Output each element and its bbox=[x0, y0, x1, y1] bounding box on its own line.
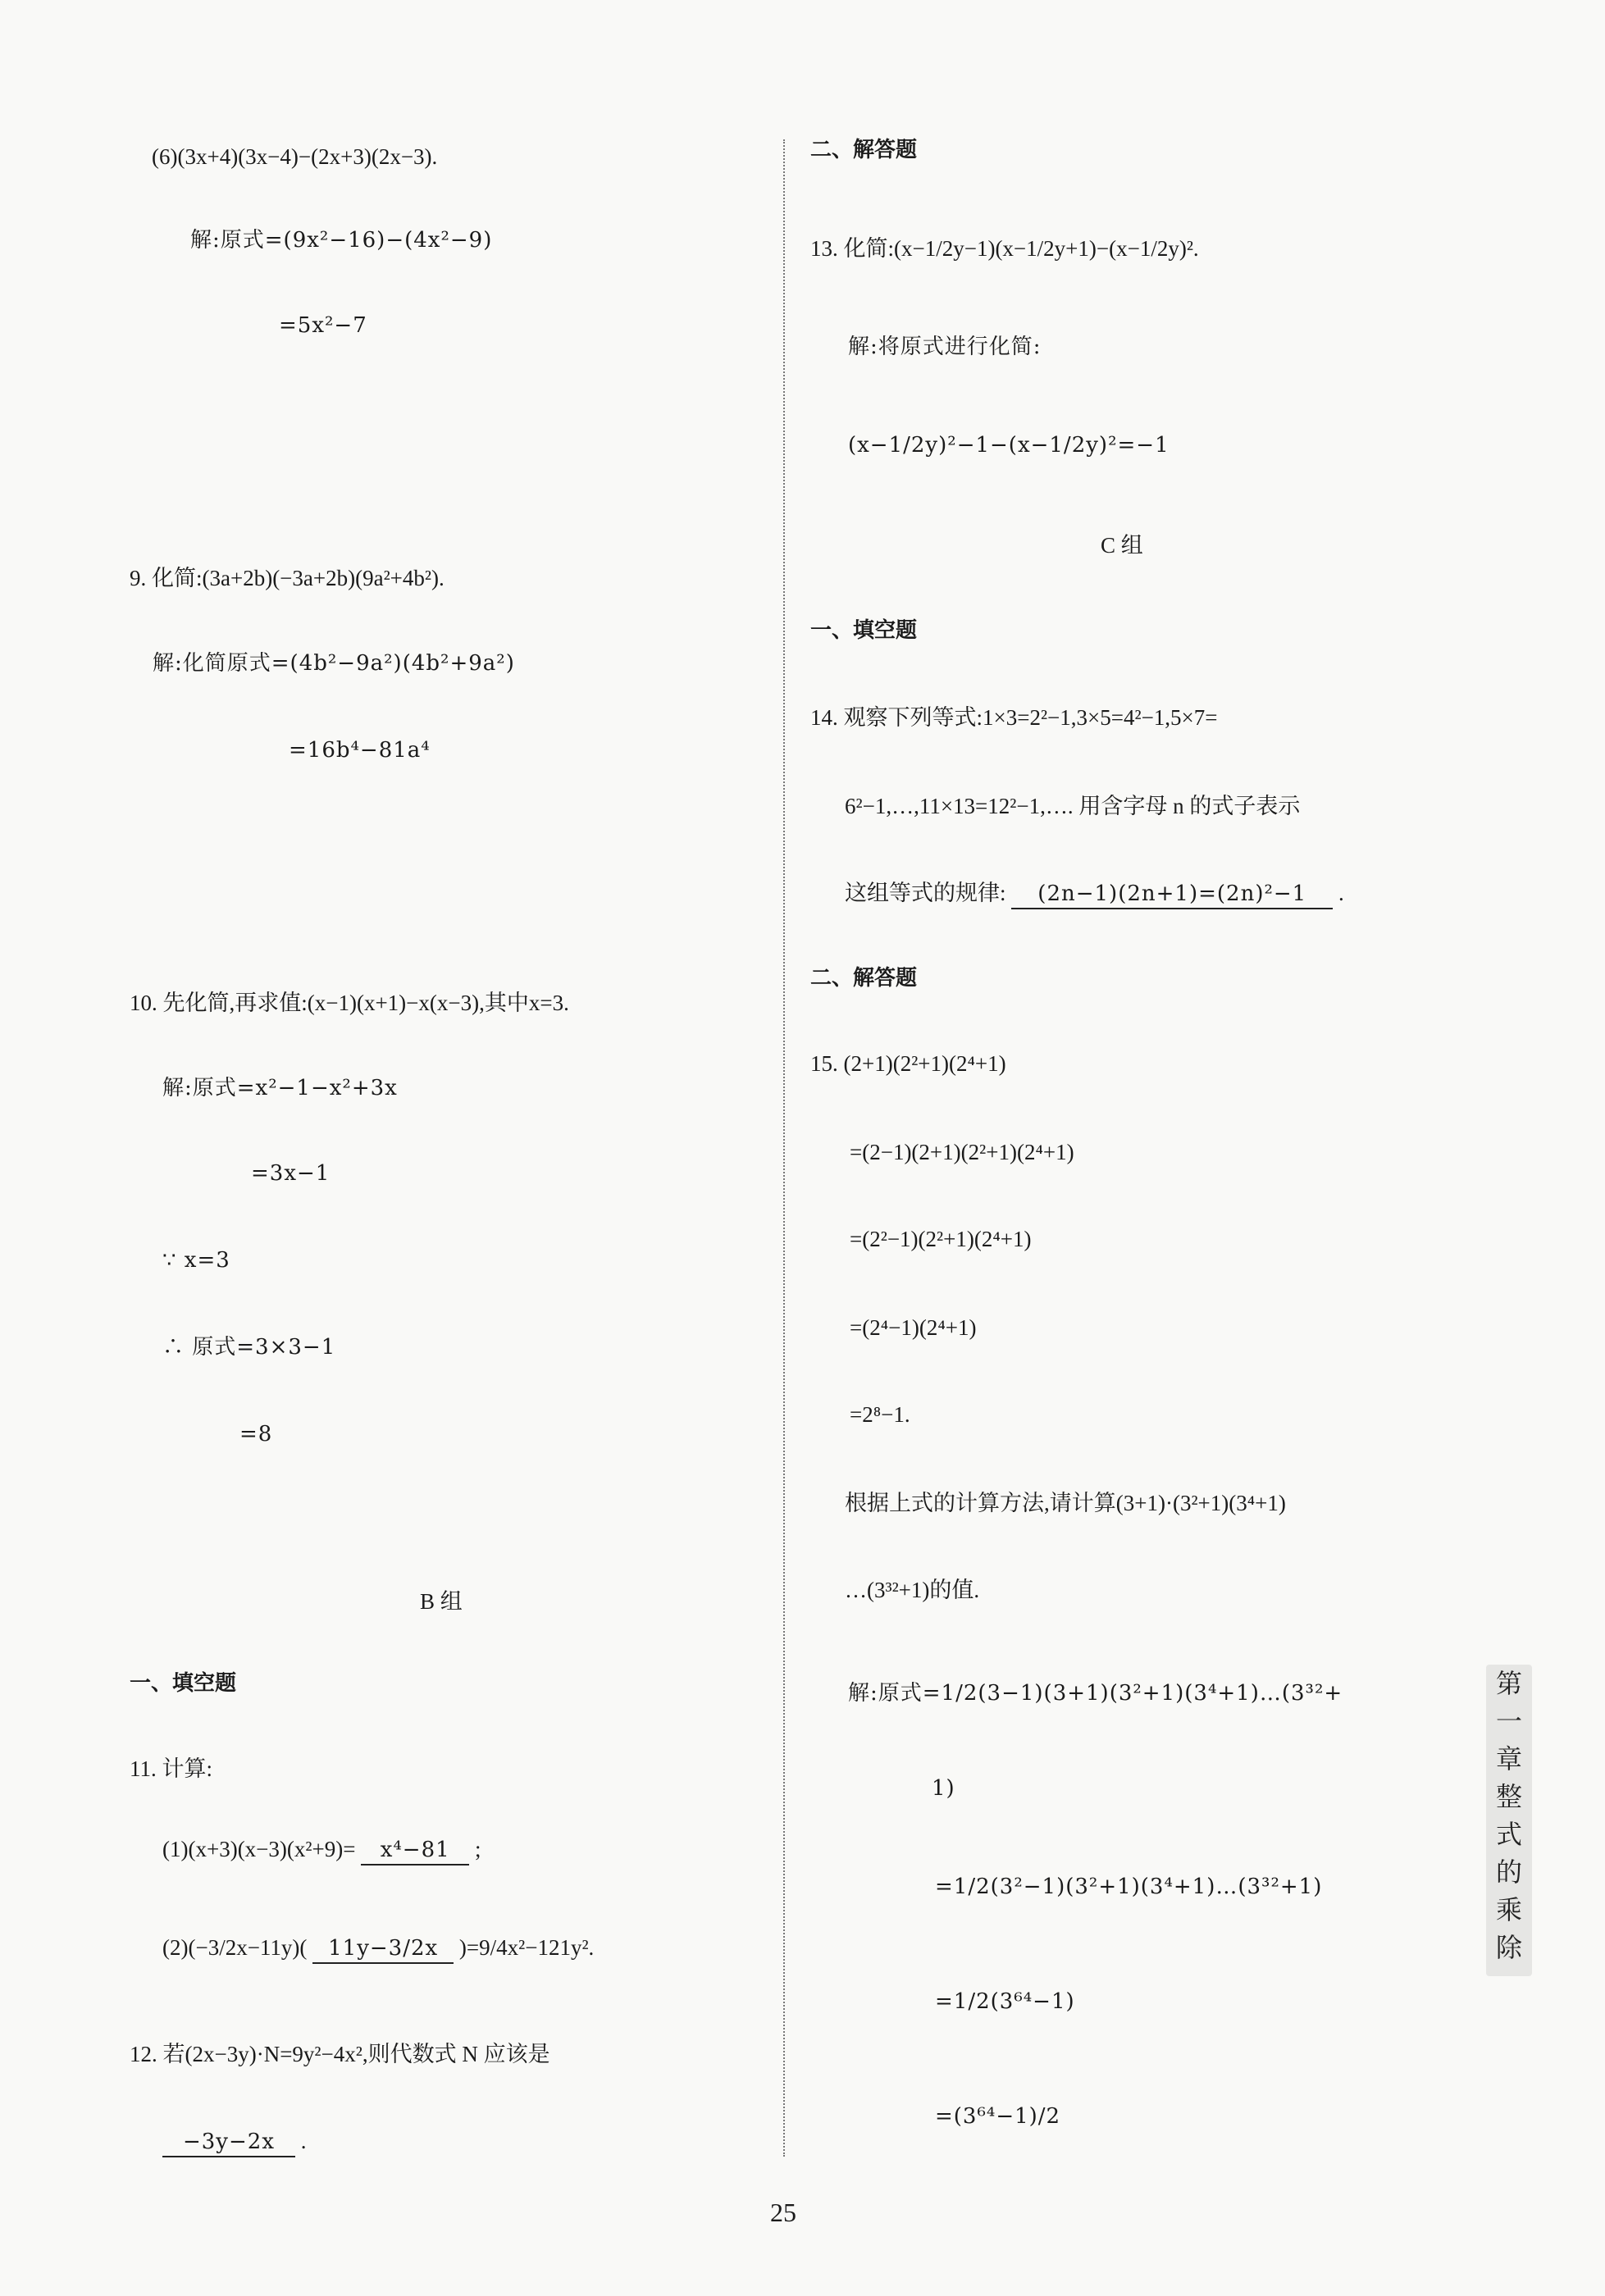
side-tab-char: 一 bbox=[1495, 1706, 1522, 1737]
q15-solution-line3: =1/2(3⁶⁴−1) bbox=[935, 1989, 1075, 2014]
q10-solution-line5: =8 bbox=[239, 1422, 273, 1446]
q10-problem: 10. 先化简,再求值:(x−1)(x+1)−x(x−3),其中x=3. bbox=[130, 991, 569, 1015]
side-tab-char: 除 bbox=[1495, 1932, 1522, 1963]
q15-ask-line1: 根据上式的计算方法,请计算(3+1)·(3²+1)(3⁴+1) bbox=[845, 1491, 1286, 1515]
section-solve-heading: 二、解答题 bbox=[810, 138, 918, 162]
q8-6-problem: (6)(3x+4)(3x−4)−(2x+3)(2x−3). bbox=[152, 144, 438, 169]
q15-line2: =(2−1)(2+1)(2²+1)(2⁴+1) bbox=[850, 1140, 1074, 1164]
group-c-heading: C 组 bbox=[1101, 533, 1143, 558]
column-divider bbox=[783, 139, 785, 2157]
q11-problem: 11. 计算: bbox=[130, 1756, 212, 1781]
q15-line5: =2⁸−1. bbox=[850, 1402, 910, 1427]
section-solve-heading-c: 二、解答题 bbox=[810, 966, 918, 991]
q13-solution-line2: (x−1/2y)²−1−(x−1/2y)²=−1 bbox=[848, 433, 1170, 458]
q15-solution-line1: 解:原式=1/2(3−1)(3+1)(3²+1)(3⁴+1)…(3³²+ bbox=[848, 1681, 1343, 1706]
q12-problem: 12. 若(2x−3y)·N=9y²−4x²,则代数式 N 应该是 bbox=[130, 2042, 550, 2066]
q12-end: . bbox=[300, 2129, 307, 2153]
q10-solution-line1: 解:原式=x²−1−x²+3x bbox=[162, 1076, 398, 1100]
q11-part2-answer: 11y−3/2x bbox=[312, 1938, 454, 1964]
q14-line3-text: 这组等式的规律: bbox=[845, 881, 1006, 905]
q11-part1-answer: x⁴−81 bbox=[361, 1839, 469, 1866]
q15-solution-line4: =(3⁶⁴−1)/2 bbox=[935, 2104, 1061, 2129]
page-number: 25 bbox=[770, 2198, 796, 2227]
q11-part1-end: ; bbox=[474, 1837, 481, 1861]
section-fill-blank-heading: 一、填空题 bbox=[130, 1671, 237, 1696]
group-b-heading: B 组 bbox=[420, 1589, 463, 1614]
q11-part1-text: (1)(x+3)(x−3)(x²+9)= bbox=[162, 1837, 356, 1861]
q15-line4: =(2⁴−1)(2⁴+1) bbox=[850, 1315, 977, 1340]
q11-part2 bbox=[162, 1937, 594, 1964]
side-tab-char: 第 bbox=[1495, 1668, 1522, 1699]
q14-answer: (2n−1)(2n+1)=(2n)²−1 bbox=[1011, 883, 1333, 909]
side-tab-char: 章 bbox=[1495, 1743, 1522, 1774]
q9-solution-line2: =16b⁴−81a⁴ bbox=[289, 738, 431, 763]
q15-solution-line2: =1/2(3²−1)(3²+1)(3⁴+1)…(3³²+1) bbox=[935, 1875, 1323, 1899]
q12-answer: −3y−2x bbox=[162, 2131, 295, 2157]
side-tab-char: 式 bbox=[1495, 1819, 1522, 1850]
q11-part1 bbox=[162, 1838, 481, 1866]
q8-6-solution-line2: =5x²−7 bbox=[279, 313, 367, 338]
q15-ask-line2: …(3³²+1)的值. bbox=[845, 1578, 980, 1602]
q11-part2-text: (2)(−3/2x−11y)( bbox=[162, 1935, 308, 1960]
section-fill-blank-heading-c: 一、填空题 bbox=[810, 618, 918, 643]
chapter-side-tab bbox=[1486, 1665, 1532, 1976]
q12-answer-line bbox=[162, 2130, 307, 2157]
side-tab-char: 乘 bbox=[1495, 1894, 1522, 1925]
q10-solution-line2: =3x−1 bbox=[251, 1161, 331, 1186]
q9-solution-line1: 解:化简原式=(4b²−9a²)(4b²+9a²) bbox=[153, 651, 515, 676]
q14-end: . bbox=[1338, 881, 1344, 905]
q10-solution-line4: ∴ 原式=3×3−1 bbox=[162, 1335, 336, 1360]
q15-solution-line1b: 1) bbox=[932, 1776, 955, 1801]
q14-line1: 14. 观察下列等式:1×3=2²−1,3×5=4²−1,5×7= bbox=[810, 705, 1218, 730]
q10-solution-line3: ∵ x=3 bbox=[162, 1248, 230, 1273]
q13-solution-line1: 解:将原式进行化简: bbox=[848, 335, 1042, 359]
q8-6-solution-line1: 解:原式=(9x²−16)−(4x²−9) bbox=[190, 228, 493, 253]
q9-problem: 9. 化简:(3a+2b)(−3a+2b)(9a²+4b²). bbox=[130, 566, 445, 590]
q15-problem: 15. (2+1)(2²+1)(2⁴+1) bbox=[810, 1051, 1006, 1076]
q11-part2-end: )=9/4x²−121y². bbox=[458, 1935, 595, 1960]
side-tab-char: 整 bbox=[1495, 1781, 1522, 1812]
side-tab-char: 的 bbox=[1495, 1856, 1522, 1888]
q14-line3 bbox=[845, 882, 1344, 909]
q14-line2: 6²−1,…,11×13=12²−1,…. 用含字母 n 的式子表示 bbox=[845, 794, 1301, 818]
q15-line3: =(2²−1)(2²+1)(2⁴+1) bbox=[850, 1227, 1032, 1251]
q13-problem: 13. 化简:(x−1/2y−1)(x−1/2y+1)−(x−1/2y)². bbox=[810, 236, 1199, 261]
